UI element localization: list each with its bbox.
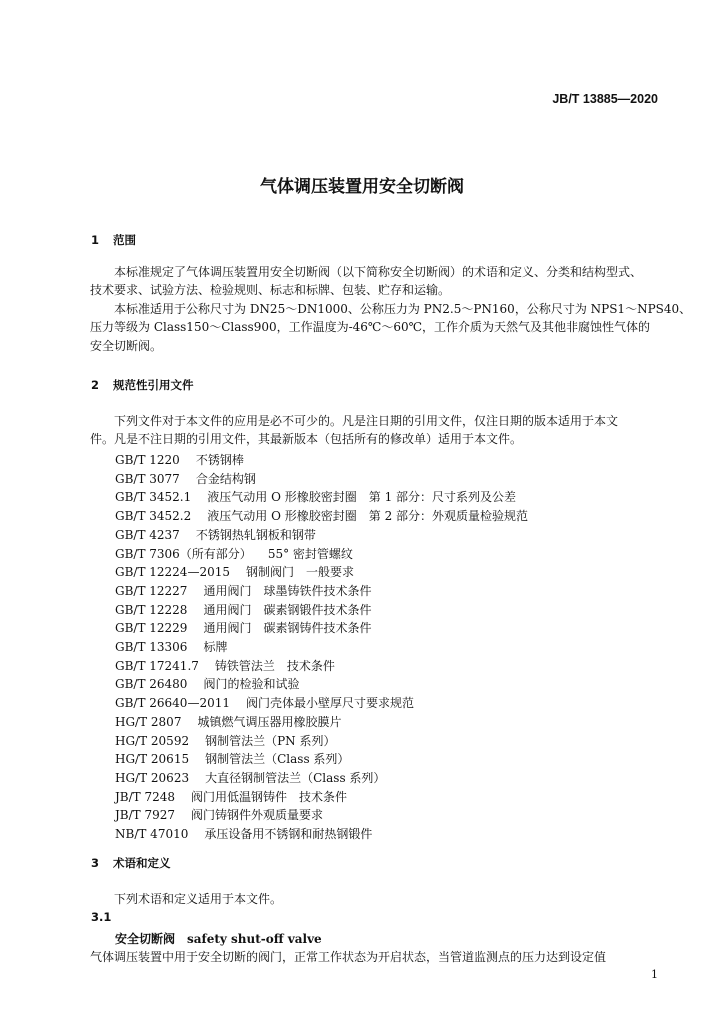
reference-item xyxy=(115,750,349,767)
reference-code: GB/T 12224—2015 xyxy=(115,565,230,580)
paragraph-line: 下列文件对于本文件的应用是必不可少的。凡是注日期的引用文件，仅注日期的版本适用于本文 xyxy=(90,414,619,428)
paragraph-line: 下列术语和定义适用于本文件。 xyxy=(90,892,283,906)
reference-item xyxy=(115,806,323,823)
section-number: 2 xyxy=(91,378,100,392)
section-number: 3 xyxy=(91,856,100,870)
paragraph-line: 件。凡是不注日期的引用文件，其最新版本（包括所有的修改单）适用于本文件。 xyxy=(90,432,523,446)
reference-item xyxy=(115,601,371,618)
reference-item xyxy=(115,788,347,805)
reference-title: 合金结构钢 xyxy=(195,471,256,486)
section-2-heading xyxy=(91,377,194,393)
reference-title: 不锈钢热轧钢板和钢带 xyxy=(195,527,316,542)
reference-code: GB/T 3452.2 xyxy=(115,509,192,524)
reference-item xyxy=(115,713,341,730)
reference-item xyxy=(115,769,385,786)
document-code: JB/T 13885—2020 xyxy=(552,92,658,106)
reference-item xyxy=(115,526,316,543)
reference-code: HG/T 20615 xyxy=(115,752,190,767)
reference-code: GB/T 17241.7 xyxy=(115,658,199,673)
section-number: 1 xyxy=(91,233,100,247)
reference-code: HG/T 2807 xyxy=(115,714,182,729)
reference-code: GB/T 7306（所有部分） xyxy=(115,546,252,561)
reference-item xyxy=(115,638,227,655)
reference-title: 阀门的检验和试验 xyxy=(203,677,300,692)
reference-code: GB/T 1220 xyxy=(115,453,180,467)
reference-title: 标牌 xyxy=(203,640,228,654)
reference-item xyxy=(115,545,353,562)
reference-item xyxy=(115,582,371,599)
reference-title: 通用阀门 碳素钢锻件技术条件 xyxy=(203,602,372,617)
reference-title: 城镇燃气调压器用橡胶膜片 xyxy=(197,714,342,729)
reference-code: NB/T 47010 xyxy=(115,827,189,841)
reference-title: 通用阀门 球墨铸铁件技术条件 xyxy=(203,583,372,598)
reference-title: 大直径钢制管法兰（Class 系列） xyxy=(205,770,386,785)
reference-item xyxy=(115,694,414,711)
reference-title: 通用阀门 碳素钢铸件技术条件 xyxy=(203,621,372,636)
reference-code: GB/T 3077 xyxy=(115,471,180,486)
reference-code: GB/T 12229 xyxy=(115,621,188,636)
reference-item xyxy=(115,488,516,505)
reference-item xyxy=(115,563,354,580)
reference-item xyxy=(115,732,336,749)
paragraph-line: 本标准规定了气体调压装置用安全切断阀（以下简称安全切断阀）的术语和定义、分类和结构型式、 xyxy=(90,265,643,279)
reference-code: GB/T 3452.1 xyxy=(115,490,192,505)
section-title: 规范性引用文件 xyxy=(113,378,194,392)
reference-title: 液压气动用 O 形橡胶密封圈 第 2 部分：外观质量检验规范 xyxy=(207,509,529,524)
reference-item xyxy=(115,675,299,692)
reference-title: 55° 密封管螺纹 xyxy=(267,546,353,561)
reference-code: GB/T 13306 xyxy=(115,640,188,654)
reference-title: 液压气动用 O 形橡胶密封圈 第 1 部分：尺寸系列及公差 xyxy=(207,490,517,505)
term-heading: 安全切断阀 safety shut-off valve xyxy=(115,932,322,946)
reference-item xyxy=(115,470,256,487)
reference-code: GB/T 26640—2011 xyxy=(115,696,230,711)
reference-code: JB/T 7927 xyxy=(115,808,176,823)
reference-item xyxy=(115,451,244,468)
reference-item xyxy=(115,619,371,636)
reference-title: 阀门壳体最小壁厚尺寸要求规范 xyxy=(246,696,415,711)
section-3-heading xyxy=(91,855,171,871)
subclause-number: 3.1 xyxy=(91,910,112,924)
section-title: 范围 xyxy=(113,233,136,247)
reference-title: 不锈钢棒 xyxy=(195,453,244,467)
reference-code: HG/T 20592 xyxy=(115,733,190,748)
reference-title: 阀门用低温钢铸件 技术条件 xyxy=(191,789,348,804)
definition-line: 气体调压装置中用于安全切断的阀门，正常工作状态为开启状态，当管道监测点的压力达到设定值 xyxy=(90,950,607,964)
reference-code: GB/T 12228 xyxy=(115,602,188,617)
paragraph-line: 本标准适用于公称尺寸为 DN25～DN1000、公称压力为 PN2.5～PN160，公称尺寸为 NPS1～NPS40、 xyxy=(90,302,692,316)
paragraph-line: 技术要求、试验方法、检验规则、标志和标牌、包装、贮存和运输。 xyxy=(90,283,451,297)
reference-code: GB/T 26480 xyxy=(115,677,188,692)
reference-title: 阀门铸钢件外观质量要求 xyxy=(191,808,324,823)
paragraph-line: 压力等级为 Class150～Class900，工作温度为-46℃～60℃，工作介质为天然气及其他非腐蚀性气体的 xyxy=(90,320,651,334)
reference-item xyxy=(115,507,528,524)
reference-title: 承压设备用不锈钢和耐热钢锻件 xyxy=(204,827,373,841)
document-title: 气体调压装置用安全切断阀 xyxy=(260,177,464,197)
reference-title: 钢制阀门 一般要求 xyxy=(246,565,355,580)
paragraph-line: 安全切断阀。 xyxy=(90,339,163,353)
reference-title: 铸铁管法兰 技术条件 xyxy=(214,658,335,673)
reference-item xyxy=(115,657,335,674)
reference-title: 钢制管法兰（Class 系列） xyxy=(205,752,350,767)
reference-code: GB/T 4237 xyxy=(115,527,180,542)
reference-title: 钢制管法兰（PN 系列） xyxy=(205,733,336,748)
section-1-heading xyxy=(91,232,136,248)
reference-code: GB/T 12227 xyxy=(115,583,188,598)
section-title: 术语和定义 xyxy=(113,856,171,870)
reference-code: JB/T 7248 xyxy=(115,789,176,804)
reference-item xyxy=(115,825,372,842)
page-number: 1 xyxy=(651,968,658,981)
reference-code: HG/T 20623 xyxy=(115,770,190,785)
